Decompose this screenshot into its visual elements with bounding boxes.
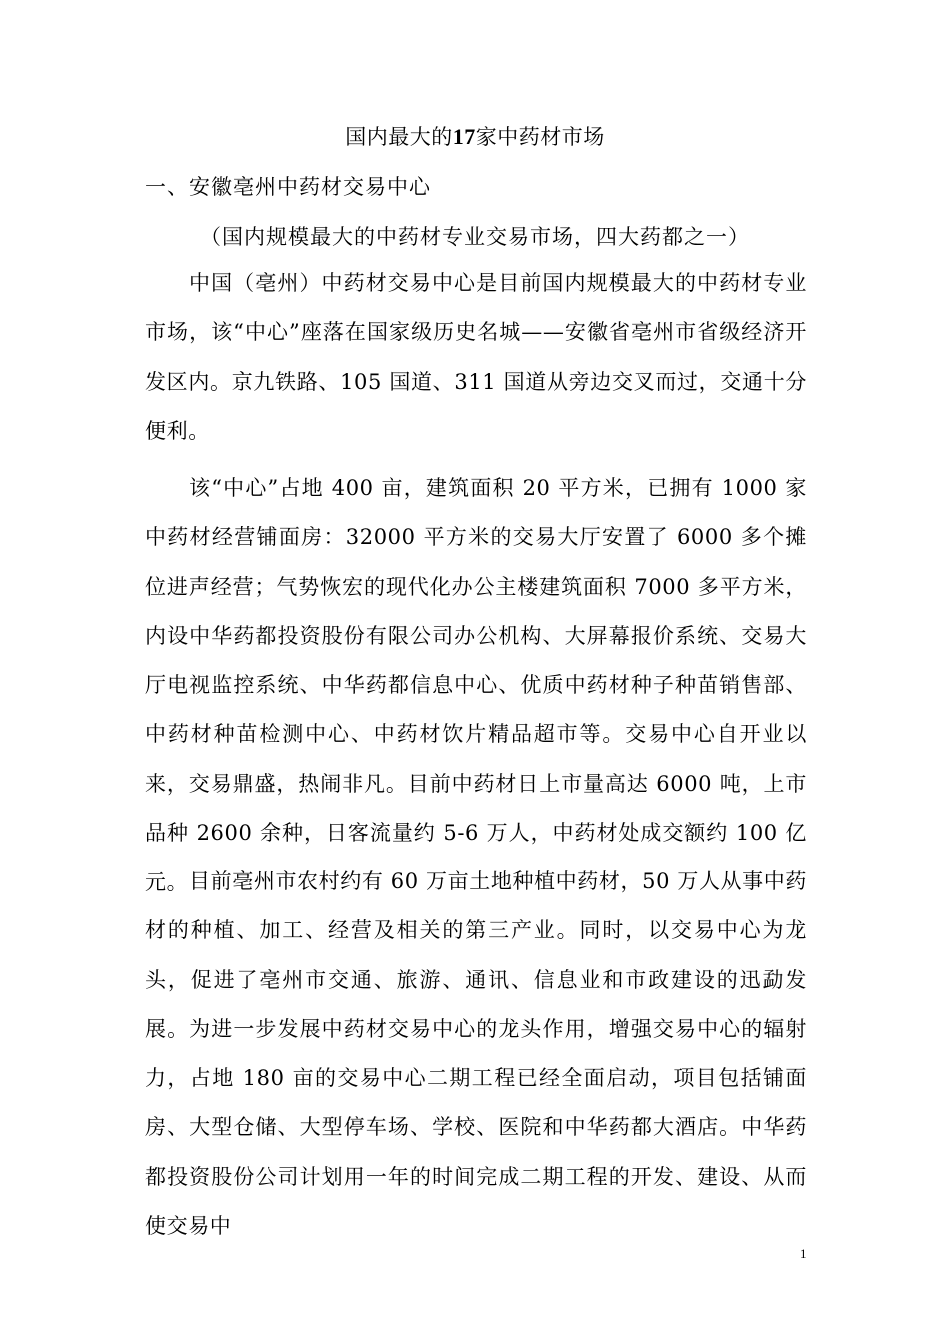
section-subtitle: （国内规模最大的中药材专业交易市场，四大药都之一） <box>200 225 750 249</box>
title-number: 17 <box>452 124 476 149</box>
paragraph-3: 目前亳州市农村约有 60 万亩土地种植中药材，50 万人从事中药材的种植、加工、经营及相关的第三产业。同时，以交易中心为龙头，促进了亳州市交通、旅游、通讯、信息业和市政建设的迅勐发展。为进一步发展中药材交易中心的龙头作用，增强交易中心的辐射力，占地 180 亩的交易中心二期工程已经全面启动，项目包括铺面房、大型仓储、大型停车场、学校、医院和中华药都大酒店。中华药都投资股份公司计划用一年的时间完成二期工程的开发、建设、从而使交易中 <box>145 869 807 1239</box>
paragraph-1: 中国（亳州）中药材交易中心是目前国内规模最大的中药材专业市场，该“中心”座落在国家级历史名城——安徽省亳州市省级经济开发区内。京九铁路、105 国道、311 国道从旁边交叉而过，交通十分便利。 <box>145 271 807 443</box>
page-number: 1 <box>800 1246 807 1261</box>
title-prefix: 国内最大的 <box>345 125 453 149</box>
paragraph-2: 该“中心”占地 400 亩，建筑面积 20 平方米，已拥有 1000 家中药材经营铺面房：32000 平方米的交易大厅安置了 6000 多个摊位进声经营；气势恢宏的现代化办公主楼建筑面积 7000 多平方米，内设中华药都投资股份有限公司办公机构、大屏幕报价系统、交易大厅电视监控系统、中华药都信息中心、优质中药材种子种苗销售部、中药材种苗检测中心、中药材饮片精品超市等。交易中心自开业以来，交易鼎盛，热闹非凡。目前中药材日上市量高达 6000 吨，上市品种 2600 余种，日客流量约 5-6 万人，中药材处成交额约 100 亿元。 <box>145 476 807 895</box>
document-title <box>145 118 805 156</box>
section-heading: 一、安徽亳州中药材交易中心 <box>145 175 431 199</box>
title-suffix: 家中药材市场 <box>475 125 605 149</box>
